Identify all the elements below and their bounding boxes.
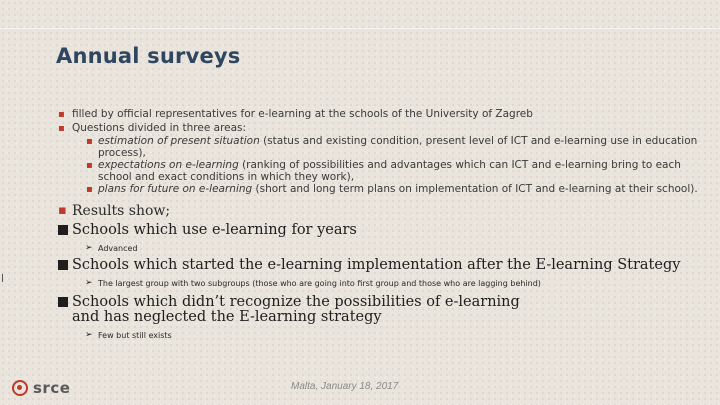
area-label: plans for future on e-learning: [98, 183, 253, 195]
intro-bullet-text: Questions divided in three areas:: [72, 122, 247, 134]
checkbox-bullet-icon: [58, 225, 68, 235]
group-item: [58, 295, 522, 325]
checkbox-bullet-icon: [58, 297, 68, 307]
arrow-bullet-icon: ➢: [85, 329, 93, 340]
area-item: [58, 160, 698, 183]
edge-mark: [2, 274, 3, 282]
slide-content: [58, 108, 698, 341]
group-item: [58, 258, 698, 273]
group-note-text: Advanced: [98, 243, 138, 253]
footer-text: Malta, January 18, 2017: [291, 381, 399, 392]
group-note-text: Few but still exists: [98, 330, 172, 340]
srce-logo: [12, 378, 70, 398]
group-note-text: The largest group with two subgroups (those who are going into first group and those who are lagging behind): [98, 278, 541, 288]
area-text: (status and existing condition, present level of ICT and e-learning use in education process),: [98, 135, 698, 159]
logo-text: srce: [33, 379, 71, 397]
header-rule: [0, 28, 720, 29]
intro-bullet: [58, 122, 698, 135]
group-text: Schools which started the e-learning implementation after the E-learning Strategy: [72, 256, 681, 273]
group-text: Schools which use e-learning for years: [72, 221, 357, 238]
area-text: (ranking of possibilities and advantages which can ICT and e-learning bring to each school and exact conditions in which they work),: [98, 159, 681, 183]
arrow-bullet-icon: ➢: [85, 277, 93, 288]
area-text: (short and long term plans on implementation of ICT and e-learning at their school).: [252, 183, 698, 195]
group-note: [58, 278, 698, 289]
bullet-icon: ▪: [86, 160, 93, 171]
results-label: Results show;: [72, 202, 171, 219]
intro-bullet: [58, 108, 698, 121]
area-item: [58, 184, 698, 196]
group-item: [58, 223, 698, 238]
intro-bullet-text: filled by official representatives for e-learning at the schools of the University of Zagreb: [72, 108, 533, 120]
slide-title: Annual surveys: [56, 44, 241, 68]
area-label: expectations on e-learning: [98, 159, 239, 171]
arrow-bullet-icon: ➢: [85, 242, 93, 253]
bullet-icon: ▪: [86, 184, 93, 195]
bullet-icon: ▪: [58, 109, 65, 120]
bullet-icon: ▪: [58, 202, 67, 218]
group-text: Schools which didn’t recognize the possibilities of e-learning and has neglected the E-learning strategy: [72, 293, 520, 325]
bullet-icon: ▪: [86, 136, 93, 147]
area-item: [58, 136, 698, 159]
area-label: estimation of present situation: [98, 135, 260, 147]
results-heading: [58, 202, 698, 220]
group-note: [58, 243, 698, 254]
bullet-icon: ▪: [58, 123, 65, 134]
group-note: [58, 330, 698, 341]
checkbox-bullet-icon: [58, 260, 68, 270]
srce-logo-icon: [12, 380, 28, 396]
